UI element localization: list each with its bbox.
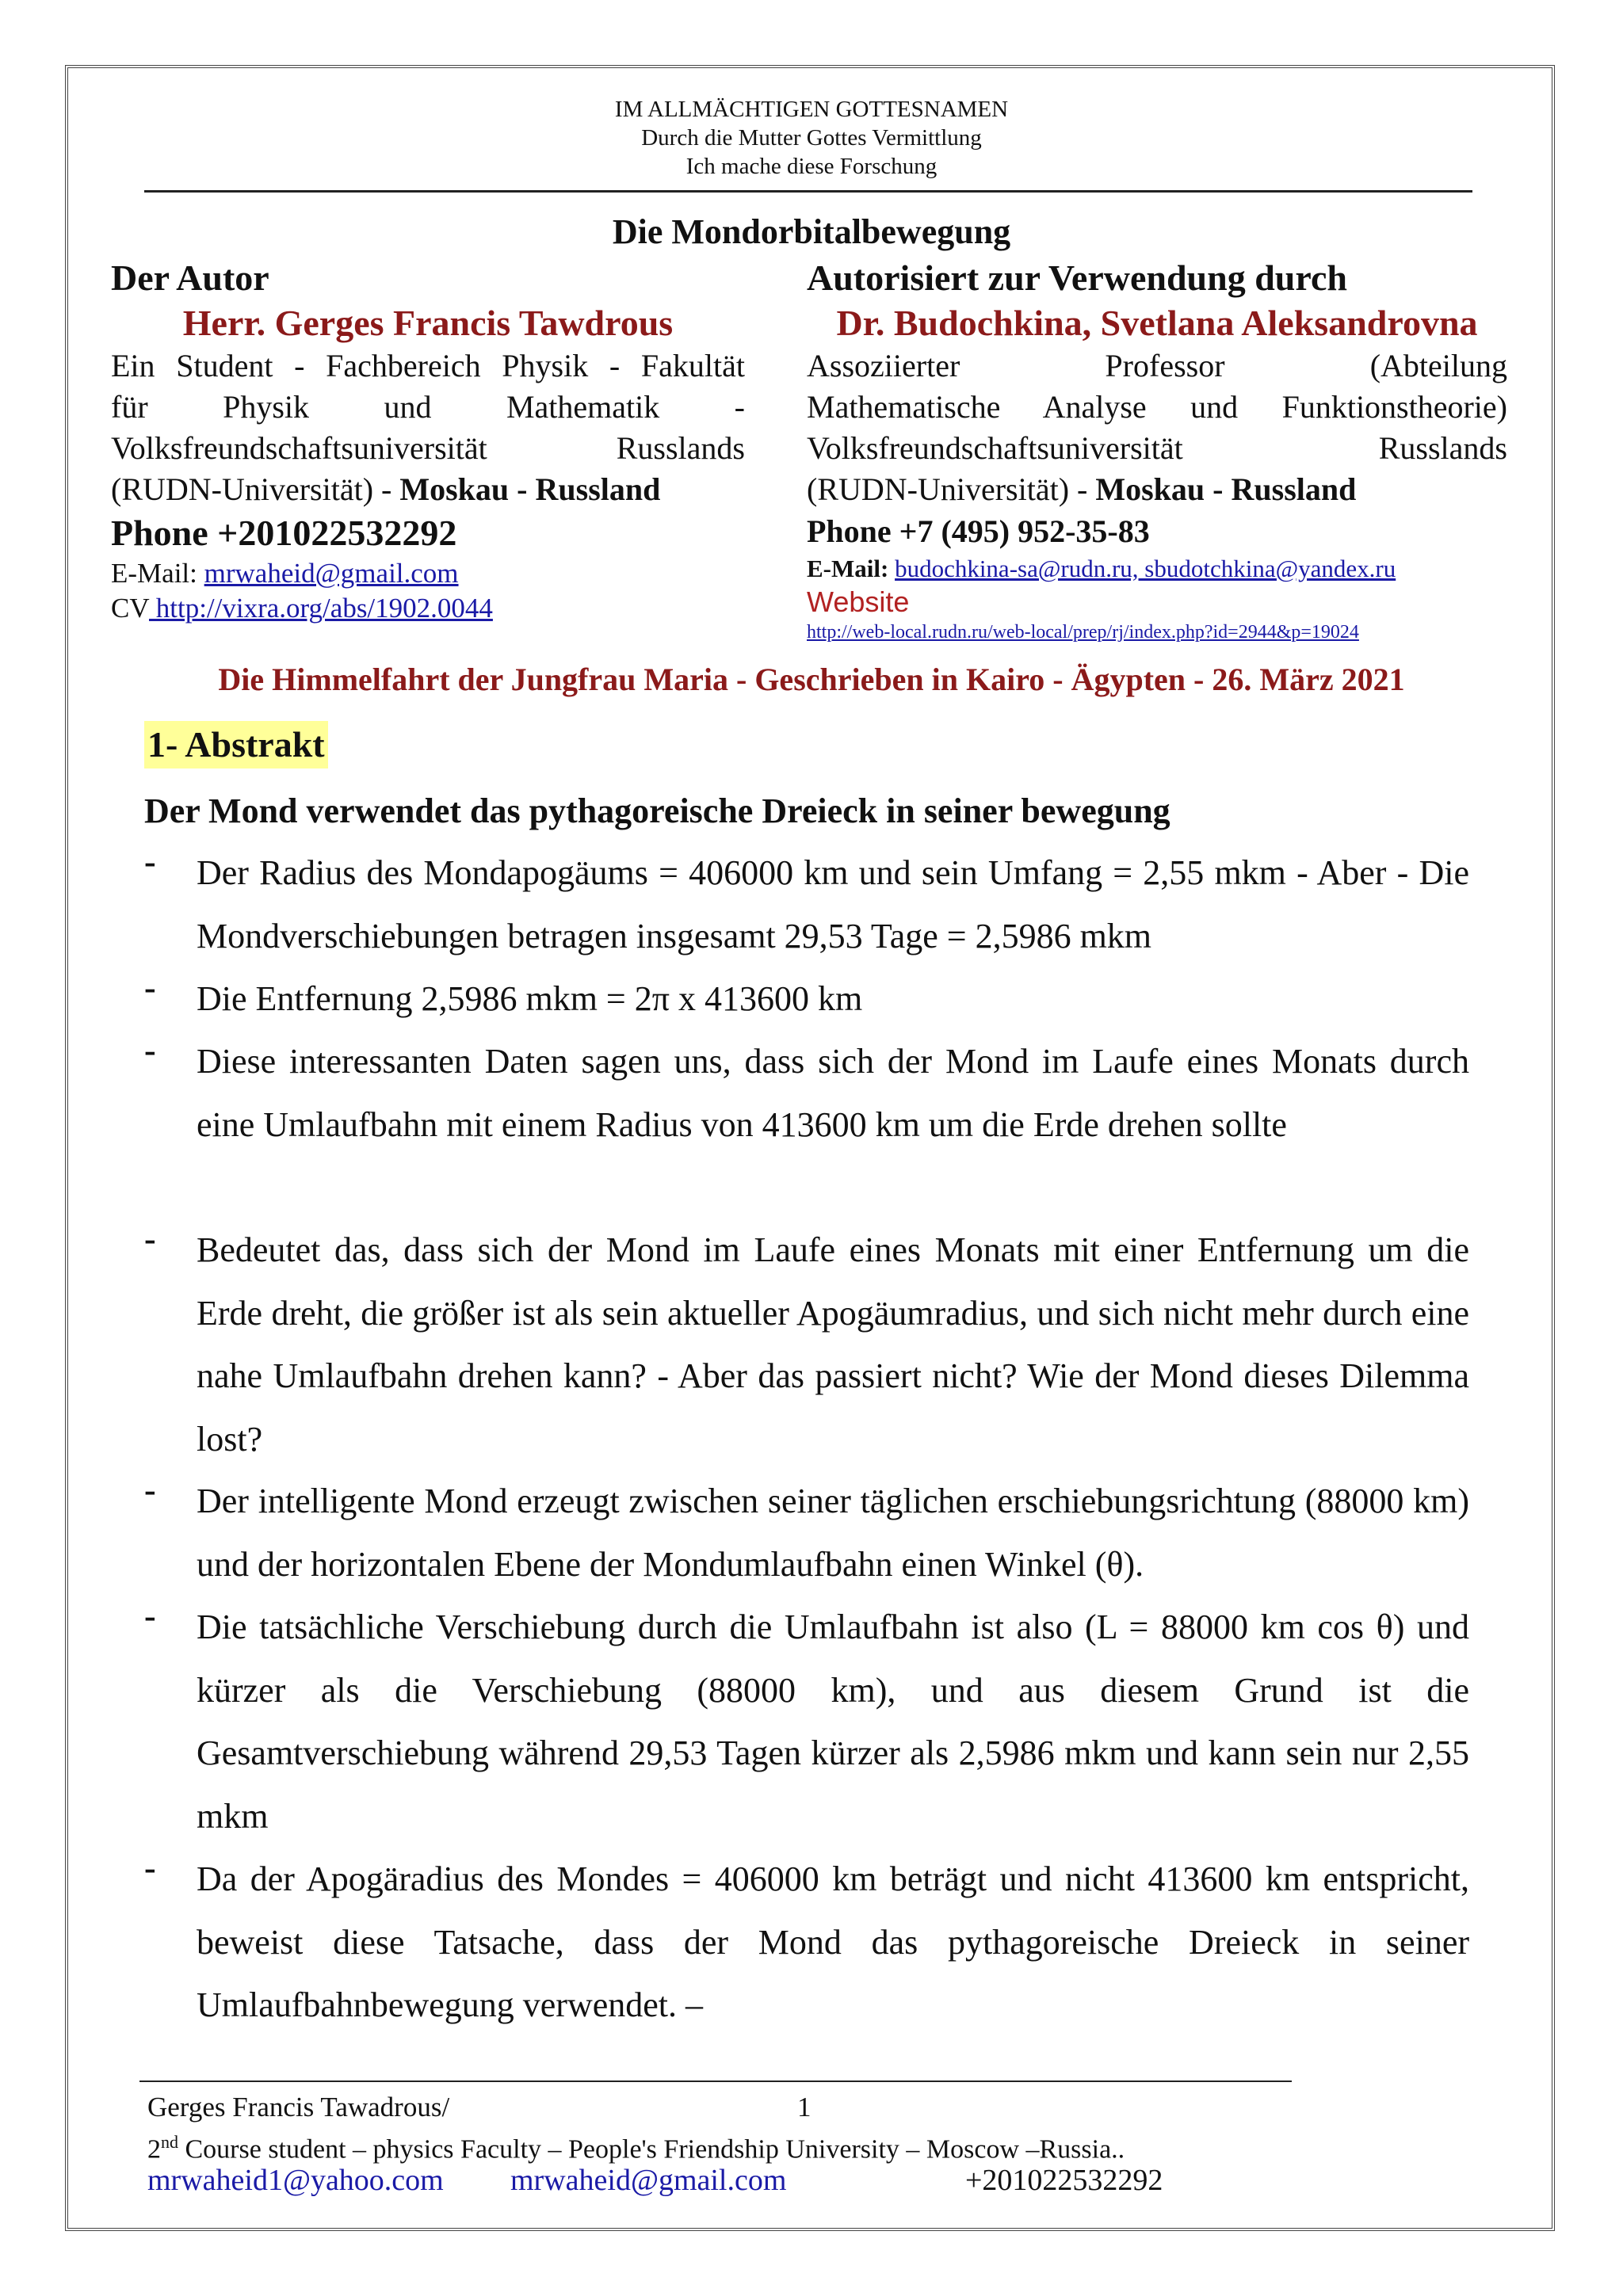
- dateline: Die Himmelfahrt der Jungfrau Maria - Geschrieben in Kairo - Ägypten - 26. März 2021: [218, 662, 1405, 697]
- footer-email-2[interactable]: mrwaheid@gmail.com: [510, 2164, 787, 2197]
- authorized-phone: Phone +7 (495) 952-35-83: [807, 513, 1150, 549]
- author-affiliation-line-3: Volksfreundschaftsuniversität Russlands: [111, 430, 745, 466]
- section-heading: 1- Abstrakt: [144, 721, 328, 769]
- author-email-link[interactable]: mrwaheid@gmail.com: [204, 558, 459, 589]
- authorized-block: [807, 255, 1507, 645]
- bullet-dash: -: [144, 1219, 156, 1258]
- authorized-email-label: E-Mail:: [807, 555, 896, 582]
- authorized-affiliation-line-4: [807, 469, 1507, 510]
- bullet-dash: -: [144, 1031, 156, 1070]
- author-heading: Der Autor: [111, 257, 269, 298]
- authorized-website-link[interactable]: http://web-local.rudn.ru/web-local/prep/rj/index.php?id=2944&p=19024: [807, 622, 1359, 643]
- footer-email-1[interactable]: mrwaheid1@yahoo.com: [147, 2164, 444, 2197]
- header-line-1: IM ALLMÄCHTIGEN GOTTESNAMEN: [614, 97, 1009, 122]
- bullet-dash: -: [144, 1848, 156, 1887]
- footer-author: Gerges Francis Tawadrous/: [147, 2092, 450, 2122]
- authorized-email-line: [807, 553, 1507, 585]
- author-name: Herr. Gerges Francis Tawdrous: [182, 303, 674, 343]
- bullet-item: Der intelligente Mond erzeugt zwischen seiner täglichen erschiebungsrichtung (88000 km) und der horizontalen Ebene der Mondumlaufbahn einen Winkel (θ).: [197, 1482, 1469, 1584]
- header-line-3: Ich mache diese Forschung: [685, 154, 938, 179]
- author-affiliation-line-1: Ein Student - Fachbereich Physik - Fakultät: [111, 348, 745, 383]
- authorized-affiliation-line-1: Assoziierter Professor (Abteilung: [807, 348, 1507, 383]
- bullet-item: Der Radius des Mondapogäums = 406000 km und sein Umfang = 2,55 mkm - Aber - Die Mondverschiebungen betragen insgesamt 29,53 Tage = 2,5986 mkm: [197, 853, 1469, 955]
- authorized-website-label: Website: [807, 585, 910, 618]
- author-city: Moskau - Russland: [399, 471, 661, 507]
- bullet-item: Die tatsächliche Verschiebung durch die Umlaufbahn ist also (L = 88000 km cos θ) und kürzer als die Verschiebung (88000 km), und aus diesem Grund ist die Gesamtverschiebung während 29,53 Tagen kürzer als 2,5986 mkm und kann sein nur 2,55 mkm: [197, 1608, 1469, 1836]
- author-email-label: E-Mail:: [111, 558, 204, 589]
- bullet-item: Bedeutet das, dass sich der Mond im Laufe eines Monats mit einer Entfernung um die Erde dreht, die größer ist als sein aktueller Apogäumradius, und sich nicht mehr durch eine nahe Umlaufbahn drehen kann? - Aber das passiert nicht? Wie der Mond dieses Dilemma lost?: [197, 1230, 1469, 1459]
- authorized-affiliation-line-2: Mathematische Analyse und Funktionstheorie): [807, 389, 1507, 425]
- bullet-dash: -: [144, 1596, 156, 1635]
- authorized-city: Moskau - Russland: [1095, 471, 1357, 507]
- authorized-name: Dr. Budochkina, Svetlana Aleksandrovna: [836, 303, 1478, 343]
- author-cv-label: CV: [111, 593, 149, 624]
- footer-phone: +201022532292: [965, 2164, 1163, 2197]
- authorized-university: (RUDN-Universität) -: [807, 471, 1096, 507]
- bullet-item: Die Entfernung 2,5986 mkm = 2π x 413600 km: [197, 979, 863, 1018]
- authorized-affiliation-line-3: Volksfreundschaftsuniversität Russlands: [807, 430, 1507, 466]
- author-affiliation-line-4: [111, 469, 745, 510]
- author-block: [111, 255, 745, 626]
- bullet-item: Diese interessanten Daten sagen uns, dass sich der Mond im Laufe eines Monats durch eine Umlaufbahn mit einem Radius von 413600 km um die Erde drehen sollte: [197, 1042, 1469, 1144]
- page-title: Die Mondorbitalbewegung: [612, 212, 1011, 251]
- authorized-heading: Autorisiert zur Verwendung durch: [807, 257, 1347, 298]
- bullet-item: Da der Apogäradius des Mondes = 406000 km beträgt und nicht 413600 km entspricht, beweist diese Tatsache, dass der Mond das pythagoreische Dreieck in seiner Umlaufbahnbewegung verwendet. –: [197, 1859, 1469, 2024]
- author-university: (RUDN-Universität) -: [111, 471, 400, 507]
- footer-rule: [139, 2081, 1292, 2082]
- author-email-line: [111, 556, 745, 591]
- bullet-dash: -: [144, 842, 156, 881]
- author-phone: Phone +201022532292: [111, 513, 457, 553]
- author-cv-line: [111, 591, 745, 626]
- footer-course-suffix: nd: [161, 2132, 178, 2152]
- author-affiliation-line-2: für Physik und Mathematik -: [111, 389, 745, 425]
- author-cv-link[interactable]: http://vixra.org/abs/1902.0044: [149, 593, 493, 624]
- header-line-2: Durch die Mutter Gottes Vermittlung: [641, 125, 982, 151]
- header-rule: [144, 190, 1472, 193]
- bullet-dash: -: [144, 1470, 156, 1509]
- footer-course-text: Course student – physics Faculty – People's Friendship University – Moscow –Russia..: [178, 2134, 1125, 2164]
- authorized-email-link[interactable]: budochkina-sa@rudn.ru, sbudotchkina@yandex.ru: [895, 555, 1396, 582]
- page-number: 1: [797, 2092, 812, 2122]
- section-subheading: Der Mond verwendet das pythagoreische Dreieck in seiner bewegung: [144, 791, 1170, 830]
- bullet-dash: -: [144, 968, 156, 1007]
- footer-course-number: 2: [147, 2134, 161, 2164]
